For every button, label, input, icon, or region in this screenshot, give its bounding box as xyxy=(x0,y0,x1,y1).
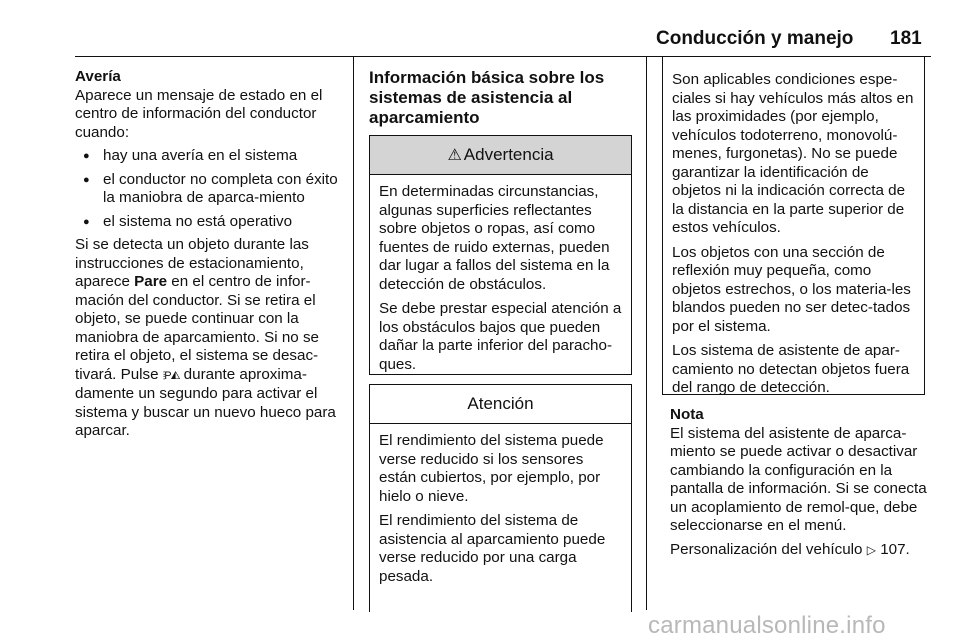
conditions-paragraph: Son aplicables condiciones espe-ciales si hay vehículos más altos en las proximidades (por ejemplo, vehículos todoterreno, monovolú-menes, furgonetas). No se puede garantizar la identificación de objetos ni la indicación correcta de la distancia en la parte superior de estos vehículos. xyxy=(672,71,914,236)
column-2 xyxy=(369,68,631,140)
list-item: ● el conductor no completa con éxito la maniobra de aparca-miento xyxy=(75,171,345,208)
fault-heading: Avería xyxy=(75,68,121,85)
column-divider-2 xyxy=(646,57,647,610)
warning-box-body xyxy=(370,175,631,374)
page-reference-arrow-icon: ▷ xyxy=(866,542,876,557)
note-heading: Nota xyxy=(670,406,704,423)
warning-box xyxy=(369,135,632,375)
note-section xyxy=(670,406,932,564)
list-item: ● hay una avería en el sistema xyxy=(75,147,345,166)
reference-line: Personalización del vehículo ▷ 107. xyxy=(670,540,910,558)
warning-paragraph: Se debe prestar especial atención a los obstáculos bajos que pueden dañar la parte inferior del paracho-ques. xyxy=(379,300,622,373)
note-text: El sistema del asistente de aparca-miento se puede activar o desactivar cambiando la configuración en la pantalla de información. Si se conecta un acoplamiento de remol-que, debe seleccionarse en el menú. xyxy=(670,424,927,534)
section-title: Conducción y manejo xyxy=(656,28,854,49)
warning-triangle-icon: ⚠ xyxy=(447,147,462,164)
caution-box-header xyxy=(370,385,631,424)
warning-paragraph: En determinadas circunstancias, algunas superficies reflectantes sobre objetos o ropas, así como fuentes de ruido externas, pueden dar lugar a fallos del sistema en la detección de obstáculos. xyxy=(379,183,610,293)
conditions-paragraph: Los objetos con una sección de reflexión muy pequeña, como objetos estrechos, o los materia-les blandos pueden no ser detec-tados por el sistema. xyxy=(672,243,911,335)
column-1 xyxy=(75,68,345,446)
conditions-box xyxy=(662,57,925,395)
stop-paragraph: Si se detecta un objeto durante las instrucciones de estacionamiento, aparece Pare en el centro de infor-mación del conductor. Si se retira el objeto, se puede continuar con la maniobra de aparcamiento. Si no se retira el objeto, el sistema se desac-tivará. Pulse ⦙P◭ durante aproxima-damente un segundo para activar el sistema y buscar un nuevo hueco para aparcar. xyxy=(75,236,336,439)
parking-info-title: Información básica sobre los sistemas de asistencia al aparcamiento xyxy=(369,68,605,127)
watermark: carmanualsonline.info xyxy=(648,612,886,639)
column-divider-1 xyxy=(353,57,354,610)
conditions-paragraph: Los sistema de asistente de apar-camiento no detectan objetos fuera del rango de detección. xyxy=(672,342,910,396)
caution-paragraph: El rendimiento del sistema de asistencia al aparcamiento puede verse reducido por una carga pesada. xyxy=(379,512,606,585)
caution-box-body xyxy=(370,424,631,586)
reference-page[interactable]: 107. xyxy=(880,540,910,558)
fault-intro: Aparece un mensaje de estado en el centro de información del conductor cuando: xyxy=(75,86,323,141)
caution-heading: Atención xyxy=(467,394,534,413)
caution-box xyxy=(369,384,632,612)
warning-box-header xyxy=(370,136,631,175)
stop-word: Pare xyxy=(134,273,168,290)
warning-heading: Advertencia xyxy=(463,145,554,164)
park-assist-icon: ⦙P◭ xyxy=(162,369,180,382)
fault-list xyxy=(75,147,345,231)
caution-paragraph: El rendimiento del sistema puede verse reducido si los sensores están cubiertos, por ejemplo, por hielo o nieve. xyxy=(379,432,604,505)
page-number: 181 xyxy=(890,28,922,49)
conditions-box-body xyxy=(663,57,924,398)
list-item: ● el sistema no está operativo xyxy=(75,213,345,232)
